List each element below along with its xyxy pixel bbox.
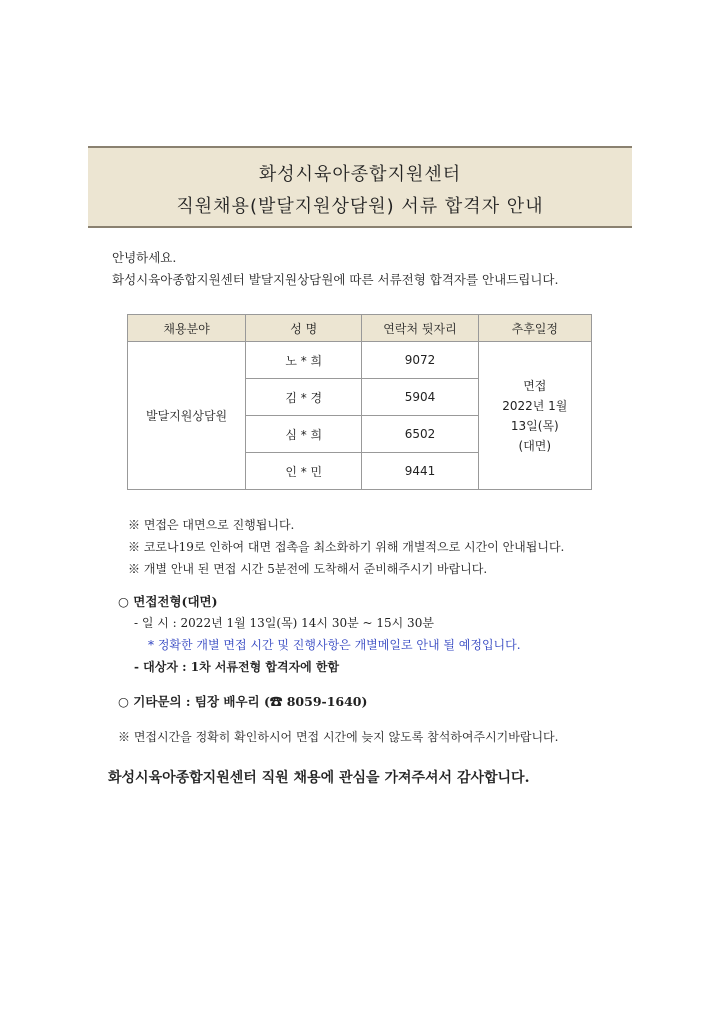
results-table — [127, 314, 592, 490]
table-row — [128, 342, 592, 379]
name-cell: 김 * 경 — [246, 379, 362, 416]
field-cell: 발달지원상담원 — [128, 342, 246, 490]
intro-text: 화성시육아종합지원센터 발달지원상담원에 따른 서류전형 합격자를 안내드립니다. — [112, 272, 559, 287]
note-item: ※ 코로나19로 인하여 대면 접촉을 최소화하기 위해 개별적으로 시간이 안내됩니다. — [128, 540, 565, 554]
header-phone: 연락처 뒷자리 — [362, 315, 478, 342]
interview-blue-note: * 정확한 개별 면접 시간 및 진행사항은 개별메일로 안내 될 예정입니다. — [148, 638, 521, 652]
phone-cell: 9072 — [362, 342, 478, 379]
header-field: 채용분야 — [128, 315, 246, 342]
phone-cell: 5904 — [362, 379, 478, 416]
interview-target: - 대상자 : 1차 서류전형 합격자에 한함 — [134, 660, 340, 674]
name-cell: 노 * 희 — [246, 342, 362, 379]
schedule-line-2: 2022년 1월 — [502, 398, 568, 413]
title-box — [88, 146, 632, 228]
contact-info: ○ 기타문의 : 팀장 배우리 (☎ 8059-1640) — [118, 694, 368, 709]
note-item: ※ 면접은 대면으로 진행됩니다. — [128, 518, 295, 532]
schedule-line-3: 13일(목) — [510, 418, 559, 433]
header-schedule: 추후일정 — [478, 315, 591, 342]
phone-cell: 9441 — [362, 453, 478, 490]
note-item: ※ 개별 안내 된 면접 시간 5분전에 도착해서 준비해주시기 바랍니다. — [128, 562, 488, 576]
title-line-2: 직원채용(발달지원상담원) 서류 합격자 안내 — [176, 196, 544, 217]
title-line-1: 화성시육아종합지원센터 — [258, 164, 462, 185]
thanks-message: 화성시육아종합지원센터 직원 채용에 관심을 가져주셔서 감사합니다. — [108, 770, 530, 786]
schedule-cell — [478, 342, 591, 490]
table-header-row — [128, 315, 592, 342]
schedule-line-4: (대면) — [518, 438, 552, 453]
phone-cell: 6502 — [362, 416, 478, 453]
header-name: 성 명 — [246, 315, 362, 342]
greeting-text: 안녕하세요. — [112, 250, 177, 265]
name-cell: 심 * 희 — [246, 416, 362, 453]
name-cell: 인 * 민 — [246, 453, 362, 490]
interview-date: - 일 시 : 2022년 1월 13일(목) 14시 30분 ~ 15시 30분 — [134, 616, 434, 630]
schedule-line-1: 면접 — [523, 378, 547, 393]
interview-heading: ○ 면접전형(대면) — [118, 594, 218, 609]
notes-list — [128, 514, 564, 580]
final-note: ※ 면접시간을 정확히 확인하시어 면접 시간에 늦지 않도록 참석하여주시기바랍니다. — [118, 730, 559, 744]
